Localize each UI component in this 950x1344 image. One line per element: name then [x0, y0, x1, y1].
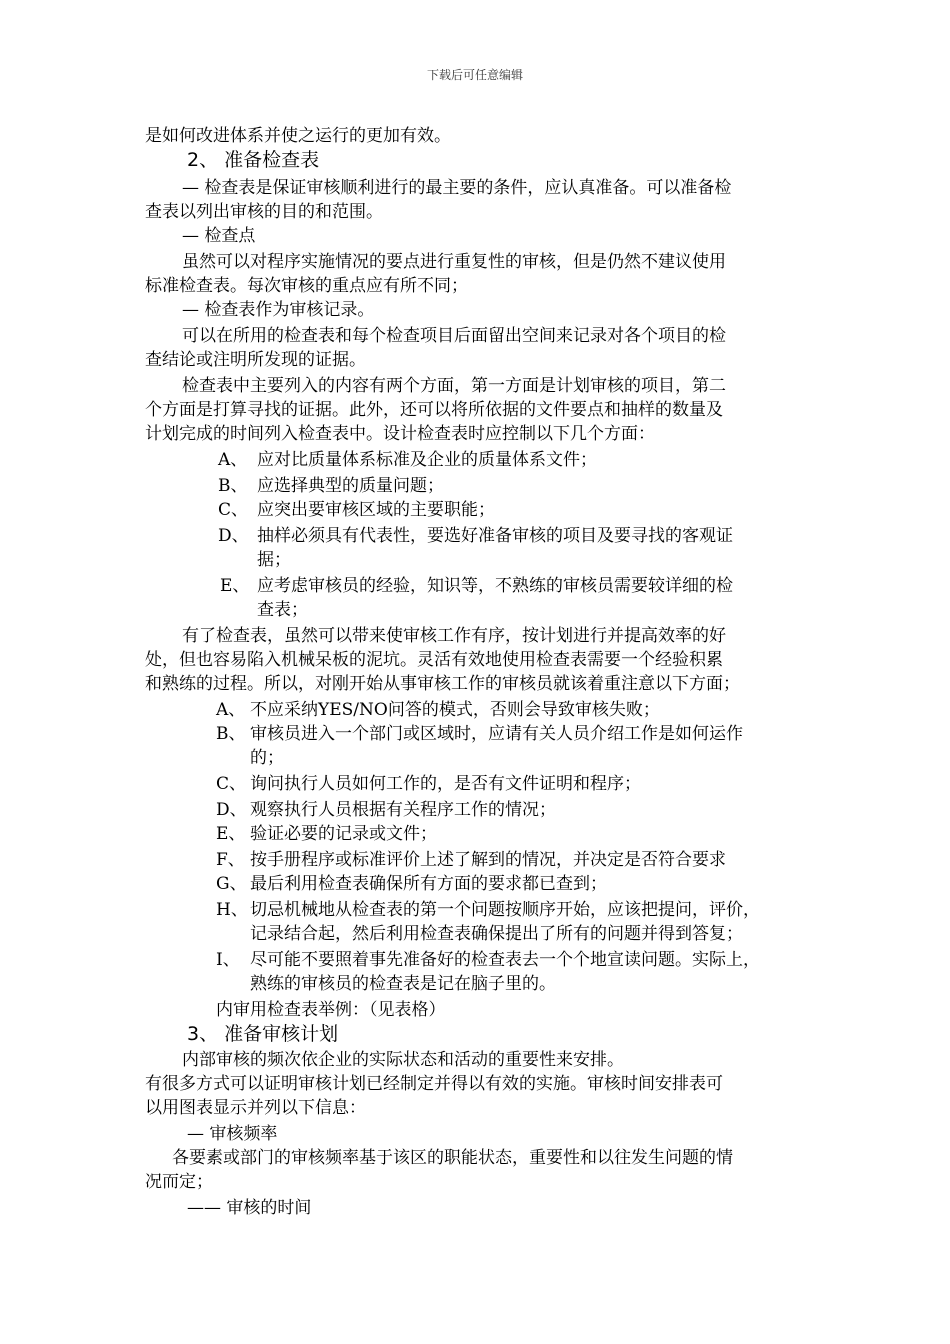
paragraph-line: 标准检查表。每次审核的重点应有所不同；	[145, 276, 468, 296]
section-heading-3: 3、 准备审核计划	[187, 1023, 339, 1045]
list-text: 观察执行人员根据有关程序工作的情况；	[250, 800, 556, 820]
paragraph-line: 可以在所用的检查表和每个检查项目后面留出空间来记录对各个项目的检	[182, 326, 726, 346]
list-text: 抽样必须具有代表性，要选好准备审核的项目及要寻找的客观证	[257, 526, 733, 546]
paragraph-line: 查结论或注明所发现的证据。	[145, 350, 366, 370]
paragraph-line: 个方面是打算寻找的证据。此外，还可以将所依据的文件要点和抽样的数量及	[145, 400, 723, 420]
dash-point-line: — 检查点	[182, 226, 256, 246]
list-text: 审核员进入一个部门或区域时，应请有关人员介绍工作是如何运作	[250, 724, 743, 744]
dash-point-line: —— 审核的时间	[187, 1198, 312, 1218]
paragraph-line: 处，但也容易陷入机械呆板的泥坑。灵活有效地使用检查表需要一个经验积累	[145, 650, 723, 670]
list-marker: D、	[216, 800, 247, 820]
list-text: 切忌机械地从检查表的第一个问题按顺序开始，应该把提问，评价，	[250, 900, 760, 920]
paragraph-line: 检查表中主要列入的内容有两个方面，第一方面是计划审核的项目，第二	[182, 376, 726, 396]
page-header: 下载后可任意编辑	[426, 68, 523, 82]
list-marker: F、	[216, 850, 245, 870]
list-marker: H、	[216, 900, 248, 920]
paragraph-line: 况而定；	[145, 1172, 213, 1192]
paragraph-line: 计划完成的时间列入检查表中。设计检查表时应控制以下几个方面：	[145, 424, 655, 444]
list-marker: A、	[216, 700, 246, 720]
list-marker: A、	[218, 450, 248, 470]
list-text-continued: 据；	[257, 550, 291, 570]
list-marker: I、	[216, 950, 240, 970]
list-marker: E、	[216, 824, 246, 844]
list-marker: C、	[216, 774, 247, 794]
list-text: 按手册程序或标准评价上述了解到的情况，并决定是否符合要求	[250, 850, 726, 870]
list-marker: B、	[218, 476, 248, 496]
paragraph-line: 有很多方式可以证明审核计划已经制定并得以有效的实施。审核时间安排表可	[145, 1074, 723, 1094]
list-text: 应选择典型的质量问题；	[257, 476, 444, 496]
section-heading-2: 2、 准备检查表	[187, 149, 320, 171]
list-text: 尽可能不要照着事先准备好的检查表去一个个地宣读问题。实际上，	[250, 950, 760, 970]
paragraph-line: 有了检查表，虽然可以带来使审核工作有序，按计划进行并提高效率的好	[182, 626, 726, 646]
list-text: 最后利用检查表确保所有方面的要求都已查到；	[250, 874, 607, 894]
list-marker: D、	[218, 526, 249, 546]
list-marker: B、	[216, 724, 246, 744]
list-text: 应对比质量体系标准及企业的质量体系文件；	[257, 450, 597, 470]
list-text: 应突出要审核区域的主要职能；	[257, 500, 495, 520]
dash-point-line: — 审核频率	[187, 1124, 278, 1144]
list-text: 验证必要的记录或文件；	[250, 824, 437, 844]
list-text-continued: 熟练的审核员的检查表是记在脑子里的。	[250, 974, 556, 994]
list-marker: E、	[220, 576, 250, 596]
dash-point-line: — 检查表是保证审核顺利进行的最主要的条件，应认真准备。可以准备检	[182, 178, 732, 198]
paragraph-line: 虽然可以对程序实施情况的要点进行重复性的审核，但是仍然不建议使用	[182, 252, 726, 272]
dash-point-line: — 检查表作为审核记录。	[182, 300, 375, 320]
list-text-continued: 查表；	[257, 600, 308, 620]
list-text-continued: 记录结合起，然后利用检查表确保提出了所有的问题并得到答复；	[250, 924, 743, 944]
paragraph-line: 和熟练的过程。所以，对刚开始从事审核工作的审核员就该着重注意以下方面；	[145, 674, 740, 694]
list-text-continued: 的；	[250, 748, 284, 768]
paragraph-line: 以用图表显示并列以下信息：	[145, 1098, 366, 1118]
list-text: 询问执行人员如何工作的，是否有文件证明和程序；	[250, 774, 641, 794]
list-marker: G、	[216, 874, 247, 894]
paragraph-line: 内审用检查表举例：（见表格）	[216, 1000, 446, 1020]
paragraph-line: 是如何改进体系并使之运行的更加有效。	[145, 126, 451, 146]
dash-point-line: 查表以列出审核的目的和范围。	[145, 202, 383, 222]
list-marker: C、	[218, 500, 249, 520]
list-text: 应考虑审核员的经验，知识等，不熟练的审核员需要较详细的检	[257, 576, 733, 596]
paragraph-line: 各要素或部门的审核频率基于该区的职能状态，重要性和以往发生问题的情	[172, 1148, 733, 1168]
list-text: 不应采纳YES/NO问答的模式，否则会导致审核失败；	[250, 700, 660, 720]
paragraph-line: 内部审核的频次依企业的实际状态和活动的重要性来安排。	[182, 1050, 624, 1070]
